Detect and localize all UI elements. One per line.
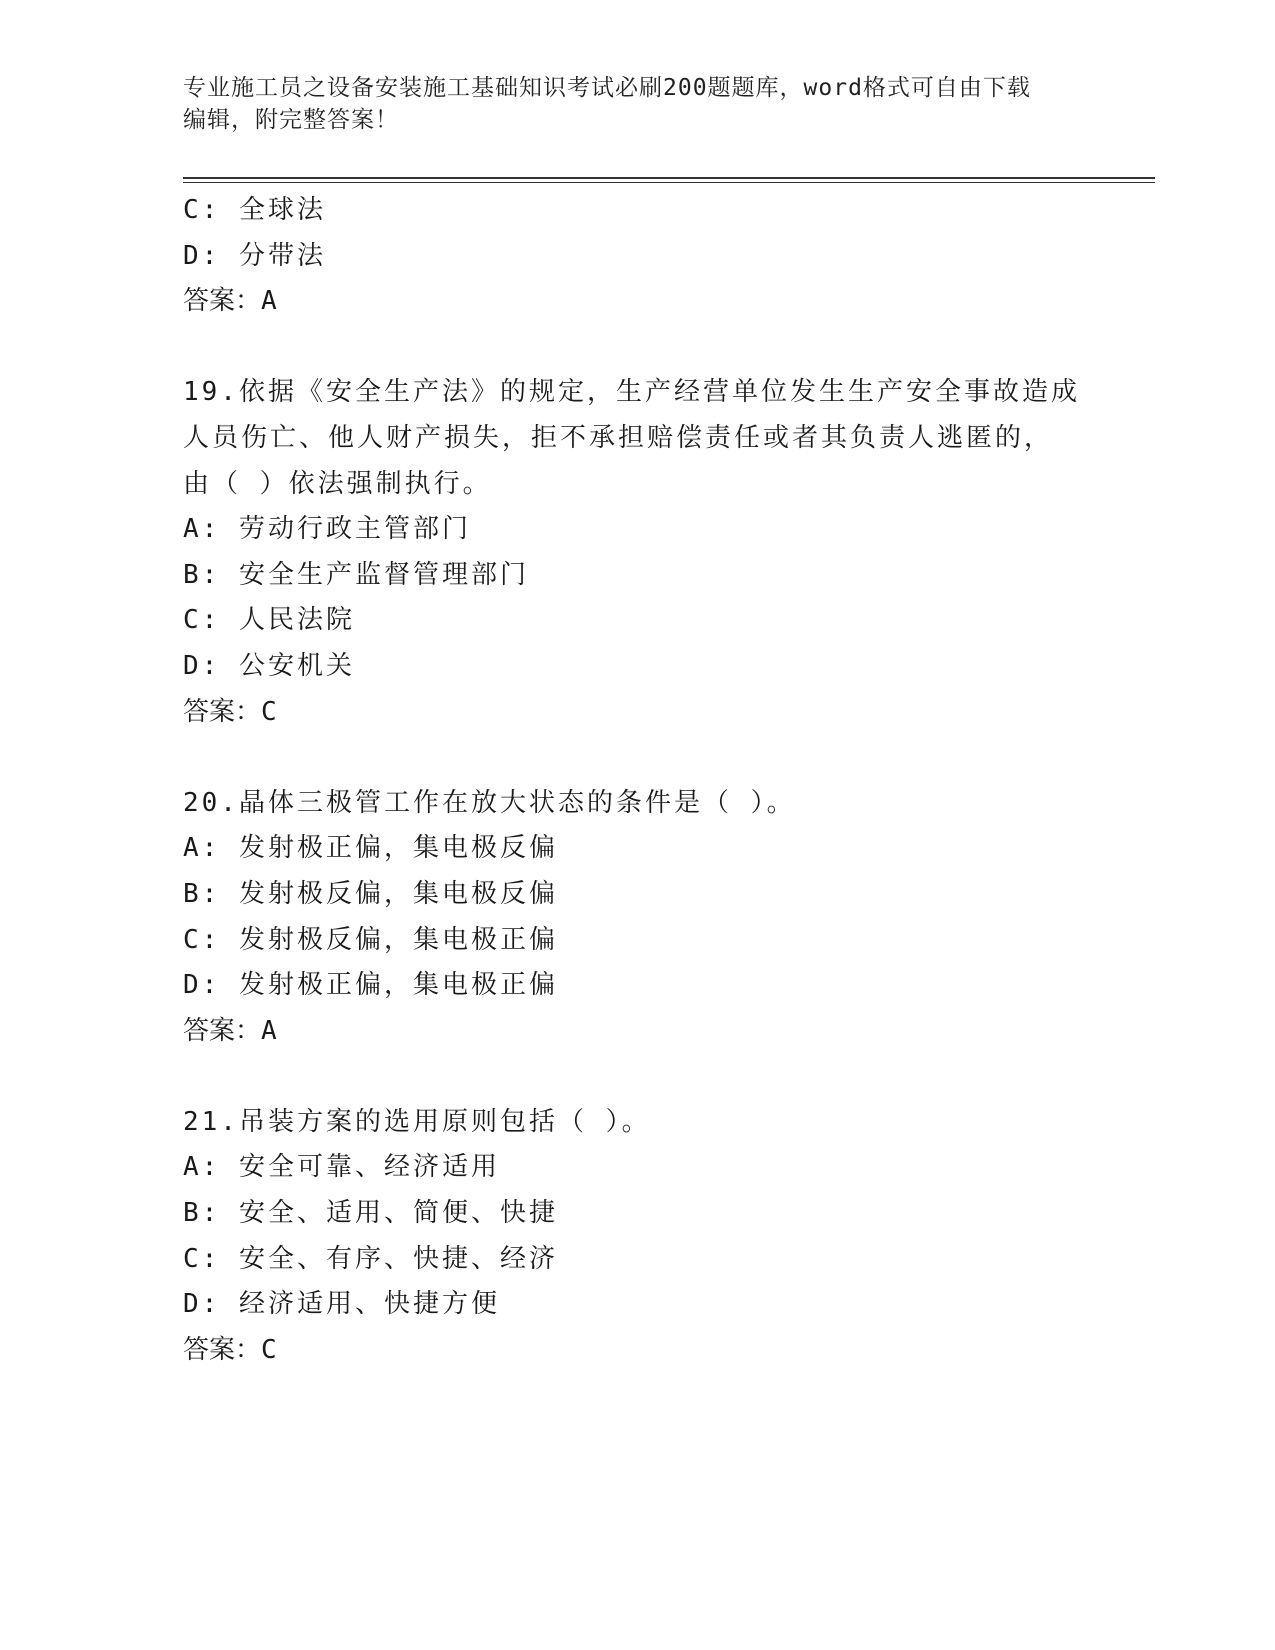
option-d: D: 分带法 bbox=[183, 240, 326, 271]
option-b: B: 安全生产监督管理部门 bbox=[183, 559, 529, 590]
question-stem: 20.晶体三极管工作在放大状态的条件是（ ）。 bbox=[183, 787, 796, 818]
question-stem: 19.依据《安全生产法》的规定，生产经营单位发生生产安全事故造成 bbox=[183, 377, 1080, 408]
option-c: C: 发射极反偏，集电极正偏 bbox=[183, 924, 558, 955]
option-a: A: 发射极正偏，集电极反偏 bbox=[183, 833, 558, 864]
answer-line: 答案：C bbox=[183, 1334, 277, 1365]
spacer bbox=[183, 735, 1143, 781]
option-b: B: 发射极反偏，集电极反偏 bbox=[183, 878, 558, 909]
question-20 bbox=[183, 781, 1143, 1055]
question-19 bbox=[183, 370, 1143, 735]
answer-line: 答案：C bbox=[183, 696, 277, 727]
option-c: C: 全球法 bbox=[183, 195, 326, 225]
spacer bbox=[183, 1054, 1143, 1100]
header-divider bbox=[183, 177, 1155, 183]
option-d: D: 发射极正偏，集电极正偏 bbox=[183, 970, 558, 1001]
answer-line: 答案：A bbox=[183, 286, 277, 317]
page-header bbox=[183, 72, 1063, 136]
question-21 bbox=[183, 1100, 1143, 1374]
option-a: A: 安全可靠、经济适用 bbox=[183, 1152, 500, 1183]
question-18-tail bbox=[183, 188, 1143, 325]
question-list bbox=[183, 188, 1143, 1373]
header-line-2: 编辑，附完整答案！ bbox=[183, 107, 399, 133]
option-d: D: 经济适用、快捷方便 bbox=[183, 1289, 500, 1320]
option-c: C: 安全、有序、快捷、经济 bbox=[183, 1243, 558, 1274]
spacer bbox=[183, 325, 1143, 371]
option-a: A: 劳动行政主管部门 bbox=[183, 514, 471, 545]
question-stem: 人员伤亡、他人财产损失，拒不承担赔偿责任或者其负责人逃匿的， bbox=[183, 422, 1054, 453]
option-d: D: 公安机关 bbox=[183, 650, 355, 681]
option-b: B: 安全、适用、简便、快捷 bbox=[183, 1198, 558, 1229]
option-c: C: 人民法院 bbox=[183, 605, 355, 636]
header-line-1: 专业施工员之设备安装施工基础知识考试必刷200题题库，word格式可自由下载 bbox=[183, 75, 1031, 101]
question-stem: 由（ ）依法强制执行。 bbox=[183, 468, 492, 499]
question-stem: 21.吊装方案的选用原则包括（ ）。 bbox=[183, 1106, 651, 1137]
answer-line: 答案：A bbox=[183, 1015, 277, 1046]
